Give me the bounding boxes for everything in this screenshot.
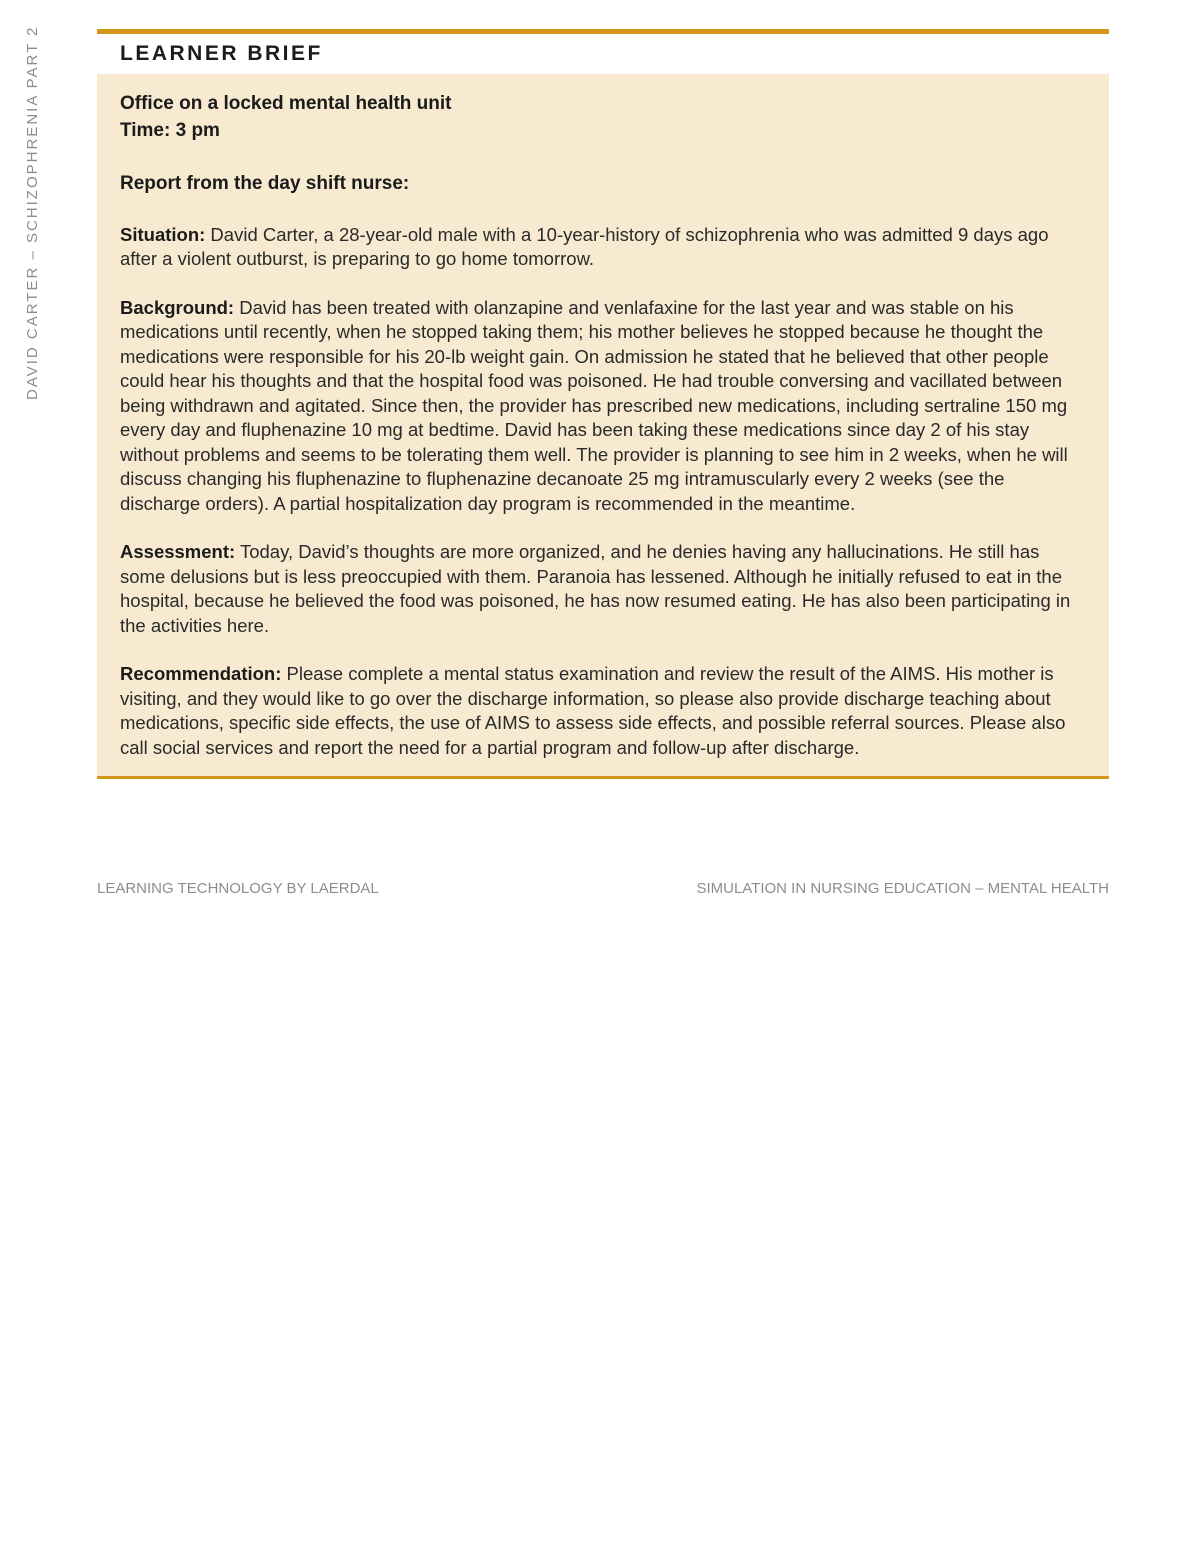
situation-text: David Carter, a 28-year-old male with a 10-year-history of schizophrenia who was admitted 9 days ago after a violent outburst, is preparing to go home tomorrow. [120, 223, 1049, 269]
recommendation-label: Recommendation: [120, 663, 282, 684]
page-footer [97, 880, 1109, 897]
recommendation-paragraph [120, 662, 1086, 760]
situation-label: Situation: [120, 223, 206, 245]
learner-brief-title: LEARNER BRIEF [120, 42, 323, 65]
assessment-label: Assessment: [120, 541, 236, 562]
location-line: Office on a locked mental health unit [120, 93, 452, 114]
situation-paragraph [120, 223, 1086, 272]
learner-brief-panel [97, 29, 1109, 779]
learner-brief-body [97, 74, 1109, 776]
sbar-report [120, 223, 1086, 761]
learner-brief-header [97, 34, 1109, 74]
side-running-header: DAVID CARTER – SCHIZOPHRENIA PART 2 [24, 25, 41, 400]
background-label: Background: [120, 296, 235, 318]
report-heading: Report from the day shift nurse: [120, 173, 410, 194]
assessment-text: Today, David’s thoughts are more organized, and he denies having any hallucinations. He still has some delusions but is less preoccupied with them. Paranoia has lessened. Although he initially refused to eat in the hospital, because he believed the food was poisoned, he has now resumed eating. He has also been participating in the activities here. [120, 541, 1071, 636]
background-paragraph [120, 296, 1086, 517]
footer-right: SIMULATION IN NURSING EDUCATION – MENTAL HEALTH [696, 880, 1109, 897]
recommendation-text: Please complete a mental status examination and review the result of the AIMS. His mother is visiting, and they would like to go over the discharge information, so please also provide discharge teaching about medications, specific side effects, the use of AIMS to assess side effects, and possible referral sources. Please also call social services and report the need for a partial program and follow-up after discharge. [120, 663, 1066, 758]
background-text: David has been treated with olanzapine and venlafaxine for the last year and was stable on his medications until recently, when he stopped taking them; his mother believes he stopped because he thought the medications were responsible for his 20-lb weight gain. On admission he stated that he believed that other people could hear his thoughts and that the hospital food was poisoned. He had trouble conversing and vacillated between being withdrawn and agitated. Since then, the provider has prescribed new medications, including sertraline 150 mg every day and fluphenazine 10 mg at bedtime. David has been taking these medications since day 2 of his stay without problems and seems to be tolerating them well. The provider is planning to see him in 2 weeks, when he will discuss changing his fluphenazine to fluphenazine decanoate 25 mg intramuscularly every 2 weeks (see the discharge orders). A partial hospitalization day program is recommended in the meantime. [120, 296, 1068, 514]
time-line: Time: 3 pm [120, 120, 220, 141]
assessment-paragraph [120, 540, 1086, 638]
footer-left: LEARNING TECHNOLOGY BY LAERDAL [97, 880, 379, 897]
